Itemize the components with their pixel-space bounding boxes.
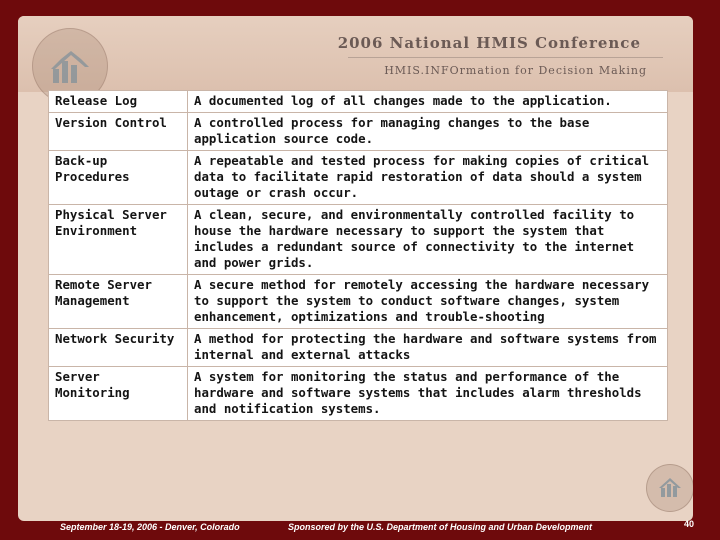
term-cell: Physical Server Environment xyxy=(49,205,188,275)
table-row xyxy=(49,275,668,329)
table-row xyxy=(49,205,668,275)
term-cell: Version Control xyxy=(49,113,188,151)
hud-seal-icon xyxy=(646,464,693,512)
term-cell: Back-up Procedures xyxy=(49,151,188,205)
definition-cell: A controlled process for managing changes to the base application source code. xyxy=(188,113,668,151)
term-cell: Remote Server Management xyxy=(49,275,188,329)
table-row xyxy=(49,91,668,113)
definition-cell: A secure method for remotely accessing the hardware necessary to support the system to conduct software changes, system enhancement, optimizations and trouble-shooting xyxy=(188,275,668,329)
term-cell: Server Monitoring xyxy=(49,367,188,421)
table-row xyxy=(49,329,668,367)
conference-subtitle: HMIS.INFOrmation for Decision Making xyxy=(384,64,647,77)
slide xyxy=(18,16,693,521)
page-number: 40 xyxy=(684,519,695,529)
definition-cell: A method for protecting the hardware and software systems from internal and external attacks xyxy=(188,329,668,367)
table-row xyxy=(49,367,668,421)
conference-title: 2006 National HMIS Conference xyxy=(337,34,641,52)
definition-cell: A documented log of all changes made to the application. xyxy=(188,91,668,113)
definition-cell: A repeatable and tested process for making copies of critical data to facilitate rapid restoration of data should a system outage or crash occur. xyxy=(188,151,668,205)
term-cell: Release Log xyxy=(49,91,188,113)
definition-cell: A system for monitoring the status and performance of the hardware and software systems that includes alarm thresholds and notification systems. xyxy=(188,367,668,421)
table-row xyxy=(49,113,668,151)
term-cell: Network Security xyxy=(49,329,188,367)
table-row xyxy=(49,151,668,205)
definitions-table xyxy=(48,90,668,421)
header-divider xyxy=(348,57,663,58)
header-banner xyxy=(18,16,693,92)
definition-cell: A clean, secure, and environmentally controlled facility to house the hardware necessary to support the system that includes a redundant source of connectivity to the internet and power grids. xyxy=(188,205,668,275)
footer-sponsor: Sponsored by the U.S. Department of Housing and Urban Development xyxy=(288,522,593,532)
footer xyxy=(0,521,720,540)
footer-date-location: September 18-19, 2006 - Denver, Colorado xyxy=(60,522,240,532)
